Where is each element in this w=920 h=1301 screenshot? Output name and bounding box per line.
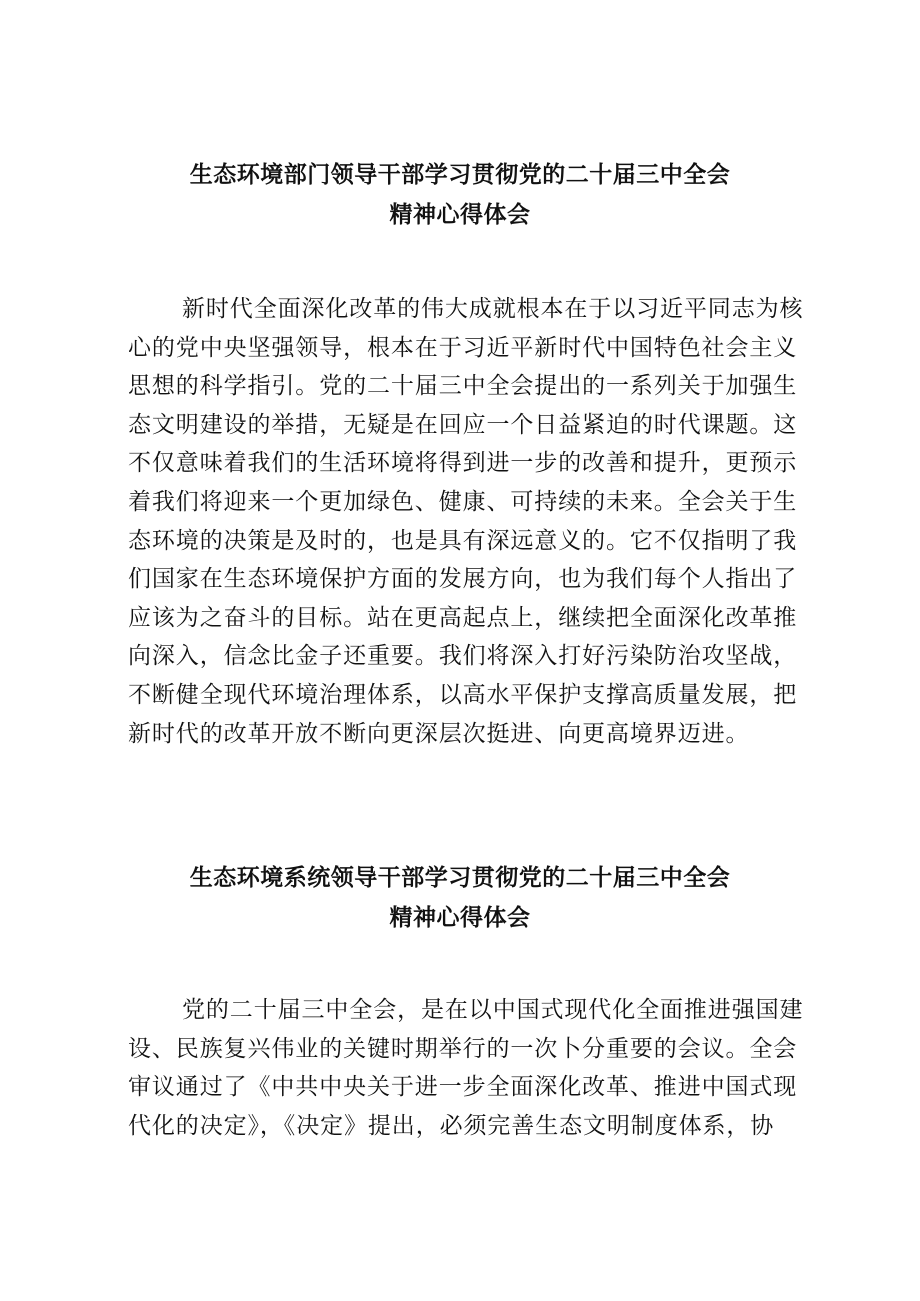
title-line: 生态环境系统领导干部学习贯彻党的二十届三中全会 [189, 864, 731, 891]
paragraph-line: 向深入，信念比金子还重要。我们将深入打好污染防治攻坚战， [128, 643, 798, 670]
paragraph-line: 审议通过了《中共中央关于进一步全面深化改革、推进中国式现 [128, 1074, 798, 1101]
paragraph-line: 思想的科学指引。党的二十届三中全会提出的一系列关于加强生 [128, 373, 798, 400]
paragraph-line: 态环境的决策是及时的，也是具有深远意义的。它不仅指明了我 [128, 527, 798, 554]
paragraph-line: 新时代的改革开放不断向更深层次挺进、向更高境界迈进。 [128, 720, 750, 747]
paragraph-line: 心的党中央坚强领导，根本在于习近平新时代中国特色社会主义 [128, 334, 798, 361]
title-line: 精神心得体会 [389, 201, 531, 228]
paragraph-line: 不断健全现代环境治理体系，以高水平保护支撑高质量发展，把 [128, 681, 798, 708]
title-line: 生态环境部门领导干部学习贯彻党的二十届三中全会 [189, 161, 731, 188]
paragraph-line: 党的二十届三中全会，是在以中国式现代化全面推进强国建 [182, 997, 804, 1023]
article-body-2 [128, 991, 804, 1145]
title-line: 精神心得体会 [389, 904, 531, 931]
paragraph-line: 应该为之奋斗的目标。站在更高起点上，继续把全面深化改革推 [128, 604, 798, 631]
article-title-2 [0, 858, 920, 938]
paragraph-line: 设、民族复兴伟业的关键时期举行的一次卜分重要的会议。全会 [128, 1035, 798, 1062]
paragraph-line: 着我们将迎来一个更加绿色、健康、可持续的未来。全会关于生 [128, 488, 798, 515]
paragraph-line: 不仅意味着我们的生活环境将得到进一步的改善和提升，更预示 [128, 450, 798, 477]
paragraph-line: 们国家在生态环境保护方面的发展方向，也为我们每个人指出了 [128, 566, 798, 593]
paragraph-line: 新时代全面深化改革的伟大成就根本在于以习近平同志为核 [182, 296, 804, 322]
article-title-1 [0, 155, 920, 235]
article-body-1 [128, 290, 804, 753]
paragraph-line: 代化的决定》，《决定》提出，必须完善生态文明制度体系，协 [128, 1112, 775, 1139]
paragraph-line: 态文明建设的举措，无疑是在回应一个日益紧迫的时代课题。这 [128, 411, 798, 438]
